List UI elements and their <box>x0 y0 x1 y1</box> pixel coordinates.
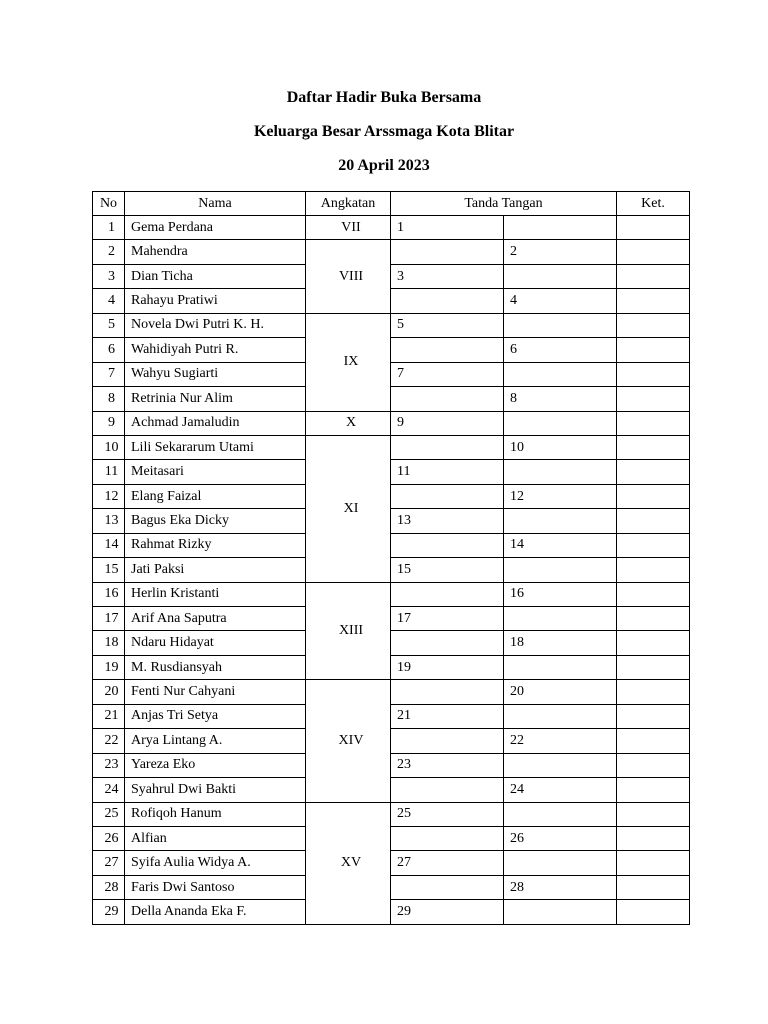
row-number: 21 <box>93 704 125 728</box>
signature-left-cell: 15 <box>391 558 504 582</box>
table-row <box>93 313 690 337</box>
table-row <box>93 289 690 313</box>
member-name: Jati Paksi <box>125 558 306 582</box>
keterangan-cell <box>617 313 690 337</box>
keterangan-cell <box>617 289 690 313</box>
row-number: 15 <box>93 558 125 582</box>
keterangan-cell <box>617 680 690 704</box>
keterangan-cell <box>617 362 690 386</box>
row-number: 23 <box>93 753 125 777</box>
header-ket: Ket. <box>617 192 690 216</box>
table-row <box>93 240 690 264</box>
signature-right-cell: 8 <box>504 387 617 411</box>
member-name: Bagus Eka Dicky <box>125 509 306 533</box>
keterangan-cell <box>617 875 690 899</box>
signature-left-cell <box>391 826 504 850</box>
table-row <box>93 826 690 850</box>
table-row <box>93 704 690 728</box>
signature-right-cell <box>504 509 617 533</box>
signature-right-cell <box>504 753 617 777</box>
header-angkatan: Angkatan <box>306 192 391 216</box>
keterangan-cell <box>617 264 690 288</box>
signature-left-cell <box>391 387 504 411</box>
signature-left-cell: 9 <box>391 411 504 435</box>
member-name: Faris Dwi Santoso <box>125 875 306 899</box>
keterangan-cell <box>617 216 690 240</box>
row-number: 12 <box>93 484 125 508</box>
signature-left-cell: 13 <box>391 509 504 533</box>
angkatan-cell: XIII <box>306 582 391 680</box>
signature-right-cell: 12 <box>504 484 617 508</box>
keterangan-cell <box>617 533 690 557</box>
member-name: Rofiqoh Hanum <box>125 802 306 826</box>
signature-right-cell: 18 <box>504 631 617 655</box>
member-name: Wahidiyah Putri R. <box>125 338 306 362</box>
signature-right-cell: 10 <box>504 435 617 459</box>
row-number: 13 <box>93 509 125 533</box>
member-name: Alfian <box>125 826 306 850</box>
attendance-table <box>92 191 690 925</box>
table-row <box>93 729 690 753</box>
signature-right-cell <box>504 362 617 386</box>
angkatan-cell: XIV <box>306 680 391 802</box>
table-row <box>93 875 690 899</box>
signature-right-cell: 14 <box>504 533 617 557</box>
member-name: Rahayu Pratiwi <box>125 289 306 313</box>
row-number: 28 <box>93 875 125 899</box>
signature-left-cell: 25 <box>391 802 504 826</box>
member-name: Elang Faizal <box>125 484 306 508</box>
member-name: Yareza Eko <box>125 753 306 777</box>
row-number: 14 <box>93 533 125 557</box>
table-row <box>93 631 690 655</box>
signature-right-cell: 22 <box>504 729 617 753</box>
keterangan-cell <box>617 655 690 679</box>
member-name: Herlin Kristanti <box>125 582 306 606</box>
signature-left-cell: 1 <box>391 216 504 240</box>
table-row <box>93 558 690 582</box>
row-number: 5 <box>93 313 125 337</box>
row-number: 3 <box>93 264 125 288</box>
keterangan-cell <box>617 826 690 850</box>
table-row <box>93 264 690 288</box>
member-name: Retrinia Nur Alim <box>125 387 306 411</box>
row-number: 25 <box>93 802 125 826</box>
signature-left-cell <box>391 680 504 704</box>
table-row <box>93 411 690 435</box>
table-row <box>93 509 690 533</box>
header-nama: Nama <box>125 192 306 216</box>
signature-left-cell: 5 <box>391 313 504 337</box>
row-number: 22 <box>93 729 125 753</box>
keterangan-cell <box>617 435 690 459</box>
member-name: M. Rusdiansyah <box>125 655 306 679</box>
signature-left-cell: 29 <box>391 900 504 924</box>
keterangan-cell <box>617 558 690 582</box>
signature-right-cell <box>504 851 617 875</box>
row-number: 10 <box>93 435 125 459</box>
keterangan-cell <box>617 631 690 655</box>
signature-right-cell <box>504 411 617 435</box>
signature-right-cell: 4 <box>504 289 617 313</box>
member-name: Syifa Aulia Widya A. <box>125 851 306 875</box>
signature-left-cell: 3 <box>391 264 504 288</box>
angkatan-cell: IX <box>306 313 391 411</box>
row-number: 6 <box>93 338 125 362</box>
keterangan-cell <box>617 460 690 484</box>
table-row <box>93 362 690 386</box>
signature-left-cell: 17 <box>391 607 504 631</box>
table-row <box>93 753 690 777</box>
keterangan-cell <box>617 704 690 728</box>
table-row <box>93 655 690 679</box>
angkatan-cell: X <box>306 411 391 435</box>
table-row <box>93 216 690 240</box>
signature-right-cell <box>504 558 617 582</box>
signature-right-cell: 16 <box>504 582 617 606</box>
signature-right-cell <box>504 900 617 924</box>
member-name: Ndaru Hidayat <box>125 631 306 655</box>
signature-right-cell: 26 <box>504 826 617 850</box>
signature-left-cell <box>391 778 504 802</box>
document-subtitle: Keluarga Besar Arssmaga Kota Blitar <box>253 123 515 140</box>
angkatan-cell: VIII <box>306 240 391 313</box>
keterangan-cell <box>617 411 690 435</box>
keterangan-cell <box>617 582 690 606</box>
table-row <box>93 338 690 362</box>
table-row <box>93 387 690 411</box>
signature-left-cell <box>391 289 504 313</box>
angkatan-cell: XV <box>306 802 391 924</box>
signature-right-cell <box>504 460 617 484</box>
keterangan-cell <box>617 240 690 264</box>
signature-left-cell: 27 <box>391 851 504 875</box>
member-name: Della Ananda Eka F. <box>125 900 306 924</box>
row-number: 24 <box>93 778 125 802</box>
signature-right-cell: 20 <box>504 680 617 704</box>
row-number: 26 <box>93 826 125 850</box>
row-number: 1 <box>93 216 125 240</box>
signature-right-cell <box>504 802 617 826</box>
signature-left-cell <box>391 240 504 264</box>
signature-left-cell: 23 <box>391 753 504 777</box>
member-name: Lili Sekararum Utami <box>125 435 306 459</box>
keterangan-cell <box>617 900 690 924</box>
member-name: Gema Perdana <box>125 216 306 240</box>
signature-right-cell: 2 <box>504 240 617 264</box>
row-number: 4 <box>93 289 125 313</box>
signature-right-cell <box>504 216 617 240</box>
keterangan-cell <box>617 338 690 362</box>
row-number: 18 <box>93 631 125 655</box>
keterangan-cell <box>617 753 690 777</box>
member-name: Wahyu Sugiarti <box>125 362 306 386</box>
member-name: Meitasari <box>125 460 306 484</box>
member-name: Achmad Jamaludin <box>125 411 306 435</box>
signature-left-cell: 11 <box>391 460 504 484</box>
row-number: 7 <box>93 362 125 386</box>
signature-left-cell <box>391 729 504 753</box>
member-name: Syahrul Dwi Bakti <box>125 778 306 802</box>
signature-right-cell <box>504 655 617 679</box>
row-number: 19 <box>93 655 125 679</box>
signature-right-cell: 28 <box>504 875 617 899</box>
row-number: 11 <box>93 460 125 484</box>
signature-left-cell: 7 <box>391 362 504 386</box>
keterangan-cell <box>617 484 690 508</box>
table-body <box>93 216 690 925</box>
row-number: 27 <box>93 851 125 875</box>
row-number: 29 <box>93 900 125 924</box>
keterangan-cell <box>617 387 690 411</box>
header-no: No <box>93 192 125 216</box>
keterangan-cell <box>617 509 690 533</box>
signature-right-cell <box>504 607 617 631</box>
row-number: 17 <box>93 607 125 631</box>
row-number: 20 <box>93 680 125 704</box>
signature-right-cell <box>504 313 617 337</box>
member-name: Fenti Nur Cahyani <box>125 680 306 704</box>
table-row <box>93 900 690 924</box>
table-row <box>93 802 690 826</box>
member-name: Arif Ana Saputra <box>125 607 306 631</box>
document-title: Daftar Hadir Buka Bersama <box>286 89 482 106</box>
table-row <box>93 484 690 508</box>
signature-left-cell: 19 <box>391 655 504 679</box>
row-number: 2 <box>93 240 125 264</box>
signature-left-cell <box>391 631 504 655</box>
row-number: 9 <box>93 411 125 435</box>
signature-right-cell <box>504 264 617 288</box>
member-name: Anjas Tri Setya <box>125 704 306 728</box>
table-row <box>93 778 690 802</box>
table-row <box>93 533 690 557</box>
signature-right-cell: 6 <box>504 338 617 362</box>
table-row <box>93 851 690 875</box>
signature-left-cell: 21 <box>391 704 504 728</box>
signature-right-cell: 24 <box>504 778 617 802</box>
angkatan-cell: XI <box>306 435 391 582</box>
signature-left-cell <box>391 582 504 606</box>
keterangan-cell <box>617 778 690 802</box>
table-row <box>93 680 690 704</box>
signature-left-cell <box>391 875 504 899</box>
member-name: Mahendra <box>125 240 306 264</box>
keterangan-cell <box>617 607 690 631</box>
row-number: 8 <box>93 387 125 411</box>
keterangan-cell <box>617 729 690 753</box>
table-row <box>93 582 690 606</box>
table-header-row <box>93 192 690 216</box>
signature-left-cell <box>391 484 504 508</box>
signature-right-cell <box>504 704 617 728</box>
member-name: Arya Lintang A. <box>125 729 306 753</box>
member-name: Novela Dwi Putri K. H. <box>125 313 306 337</box>
member-name: Rahmat Rizky <box>125 533 306 557</box>
keterangan-cell <box>617 802 690 826</box>
header-tanda-tangan: Tanda Tangan <box>391 192 617 216</box>
document-date: 20 April 2023 <box>338 157 430 174</box>
angkatan-cell: VII <box>306 216 391 240</box>
table-row <box>93 607 690 631</box>
signature-left-cell <box>391 533 504 557</box>
table-row <box>93 435 690 459</box>
signature-left-cell <box>391 435 504 459</box>
keterangan-cell <box>617 851 690 875</box>
signature-left-cell <box>391 338 504 362</box>
member-name: Dian Ticha <box>125 264 306 288</box>
row-number: 16 <box>93 582 125 606</box>
table-row <box>93 460 690 484</box>
